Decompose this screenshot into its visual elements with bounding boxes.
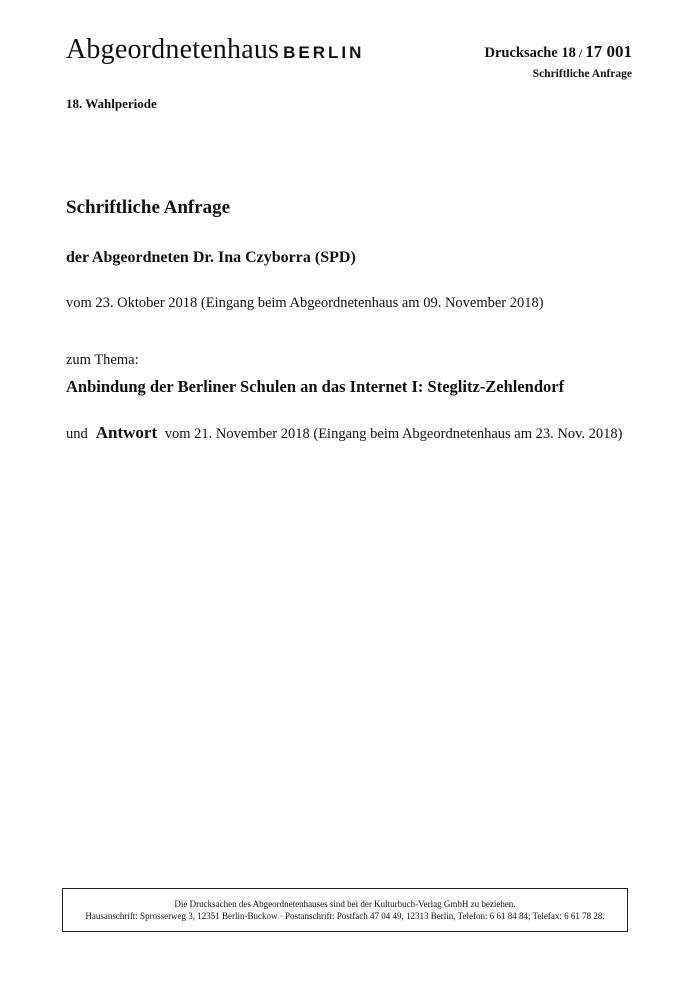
document-reference — [484, 43, 632, 80]
document-number-line — [484, 43, 632, 61]
topic-label: zum Thema: — [66, 352, 139, 368]
legislative-period: 18. Wahlperiode — [66, 96, 157, 111]
answer-line — [66, 423, 623, 443]
footer-line-2: Hausanschrift: Sprosserweg 3, 12351 Berlin-Buckow · Postanschrift: Postfach 47 04 49, 12313 Berlin, Telefon: 6 61 84 84; Telefax: 6 61 78 28. — [85, 911, 605, 921]
logo-text-city: BERLIN — [283, 43, 365, 62]
document-prefix: Drucksache 18 — [484, 45, 576, 61]
answer-prefix: und — [66, 426, 88, 442]
parliament-logo — [66, 36, 364, 64]
answer-date: vom 21. November 2018 (Eingang beim Abgeordnetenhaus am 23. Nov. 2018) — [164, 426, 623, 442]
document-type: Schriftliche Anfrage — [532, 67, 632, 80]
document-number: 17 001 — [585, 42, 632, 61]
author-line: der Abgeordneten Dr. Ina Czyborra (SPD) — [66, 249, 356, 266]
footer-line-1: Die Drucksachen des Abgeordnetenhauses sind bei der Kulturbuch-Verlag GmbH zu beziehen. — [174, 899, 516, 909]
logo-text-name: Abgeordnetenhaus — [66, 34, 280, 65]
date-line: vom 23. Oktober 2018 (Eingang beim Abgeordnetenhaus am 09. November 2018) — [66, 295, 544, 311]
topic-title: Anbindung der Berliner Schulen an das Internet I: Steglitz-Zehlendorf — [66, 377, 565, 396]
document-number-separator: / — [575, 46, 586, 60]
footer-notice — [62, 888, 628, 932]
document-title: Schriftliche Anfrage — [66, 197, 231, 218]
answer-label: Antwort — [95, 423, 158, 442]
